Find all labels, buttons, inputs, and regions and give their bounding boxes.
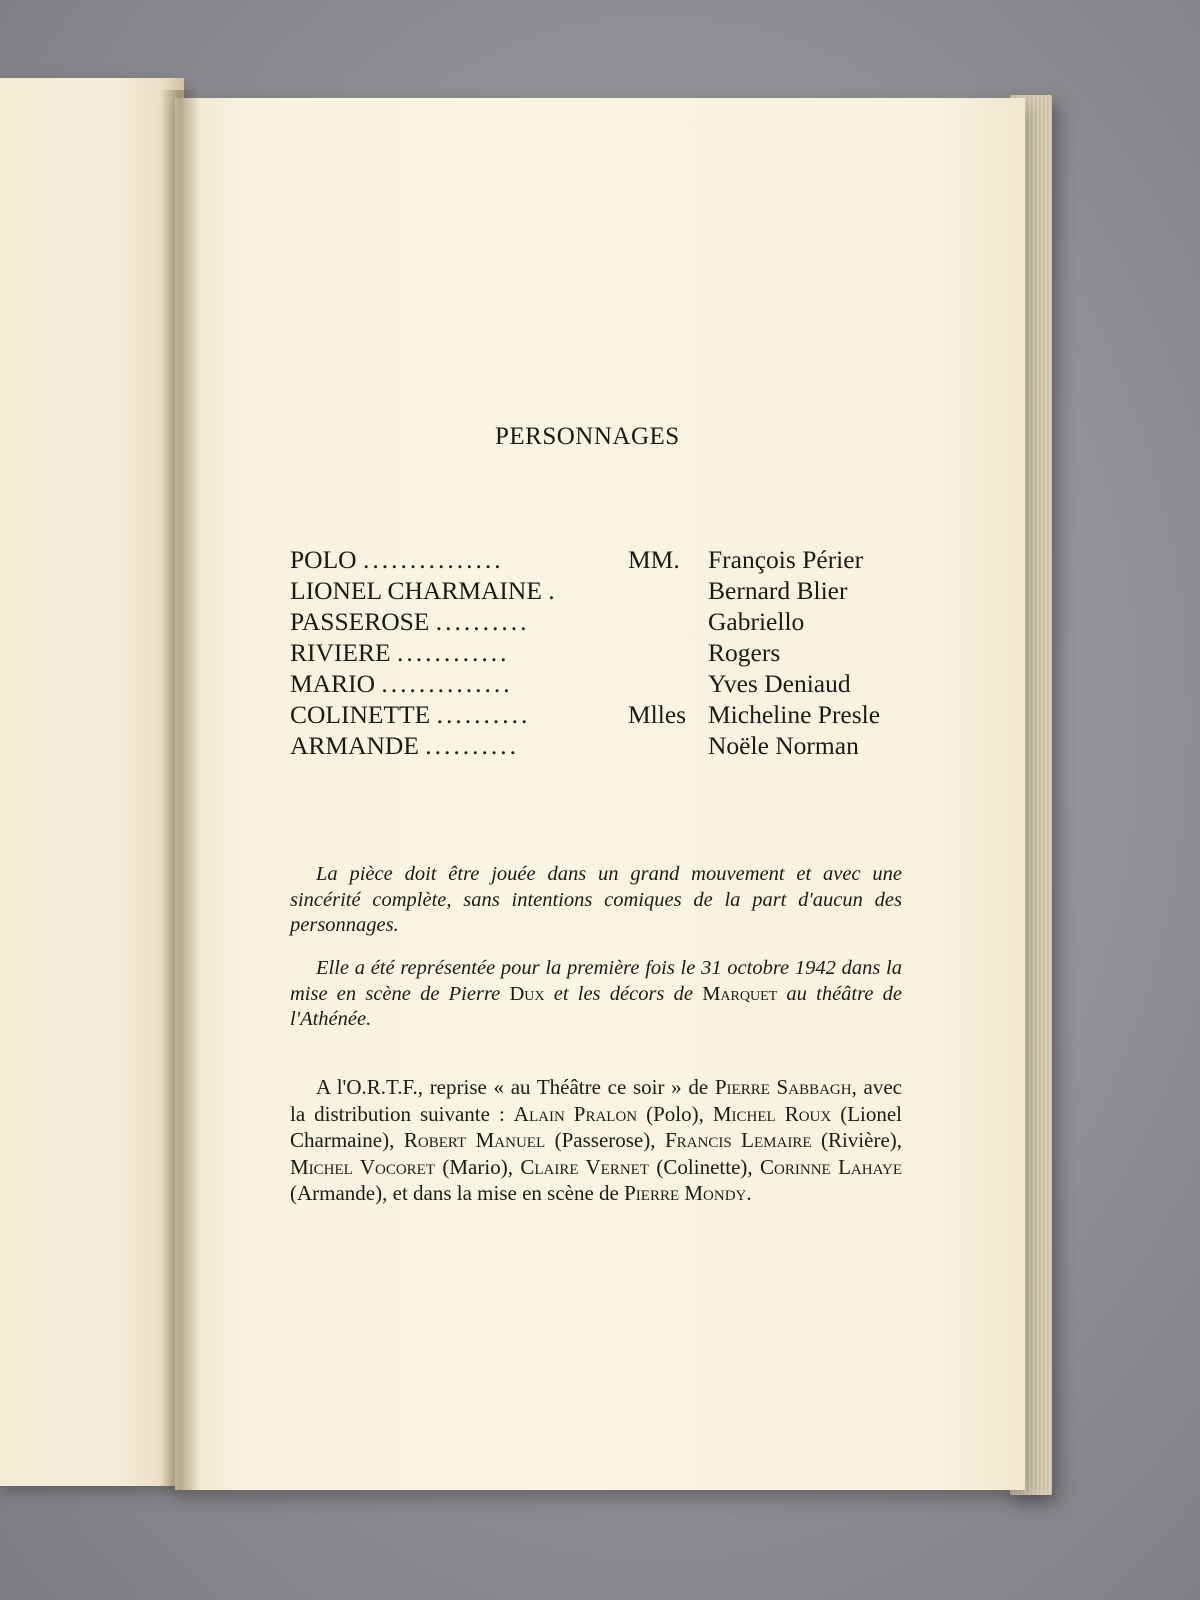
cast-row	[290, 575, 910, 606]
page-title: PERSONNAGES	[495, 423, 680, 450]
cast-role: LIONEL CHARMAINE .	[290, 576, 558, 605]
cast-row	[290, 730, 910, 761]
cast-row	[290, 606, 910, 637]
right-page	[175, 98, 1025, 1490]
left-page	[0, 78, 184, 1486]
cast-actor: Noële Norman	[708, 731, 859, 760]
cast-actor: Yves Deniaud	[708, 669, 851, 698]
cast-actor: Gabriello	[708, 607, 805, 636]
cast-actor: Rogers	[708, 638, 781, 667]
cast-prefix: Mlles	[628, 700, 687, 729]
premiere-note: Elle a été représentée pour la première fois le 31 octobre 1942 dans la mise en scène de Pierre Dux et les décors de Marquet au théâtre de l'Athénée.	[290, 957, 903, 1030]
book-gutter	[160, 90, 200, 1490]
ortf-note: A l'O.R.T.F., reprise « au Théâtre ce soir » de Pierre Sabbagh, avec la distribution suivante : Alain Pralon (Polo), Michel Roux (Lionel Charmaine), Robert Manuel (Passerose), Francis Lemaire (Rivière), Michel Vocoret (Mario), Claire Vernet (Colinette), Corinne Lahaye (Armande), et dans la mise en scène de Pierre Mondy.	[290, 1075, 903, 1205]
cast-role: PASSEROSE ..........	[290, 607, 530, 636]
cast-row	[290, 699, 910, 730]
cast-row	[290, 637, 910, 668]
cast-prefix: MM.	[628, 545, 680, 574]
cast-row	[290, 544, 910, 575]
cast-role: ARMANDE ..........	[290, 731, 520, 760]
staging-note: La pièce doit être jouée dans un grand mouvement et avec une sincérité complète, sans intentions comiques de la part d'aucun des personnages.	[290, 863, 902, 936]
cast-actor: François Périer	[708, 545, 864, 574]
cast-role: MARIO ..............	[290, 669, 513, 698]
cast-actor: Bernard Blier	[708, 576, 848, 605]
cast-actor: Micheline Presle	[708, 700, 881, 729]
cast-row	[290, 668, 910, 699]
cast-role: POLO ...............	[290, 545, 504, 574]
cast-role: COLINETTE ..........	[290, 700, 531, 729]
cast-role: RIVIERE ............	[290, 638, 510, 667]
cast-list	[290, 544, 910, 761]
